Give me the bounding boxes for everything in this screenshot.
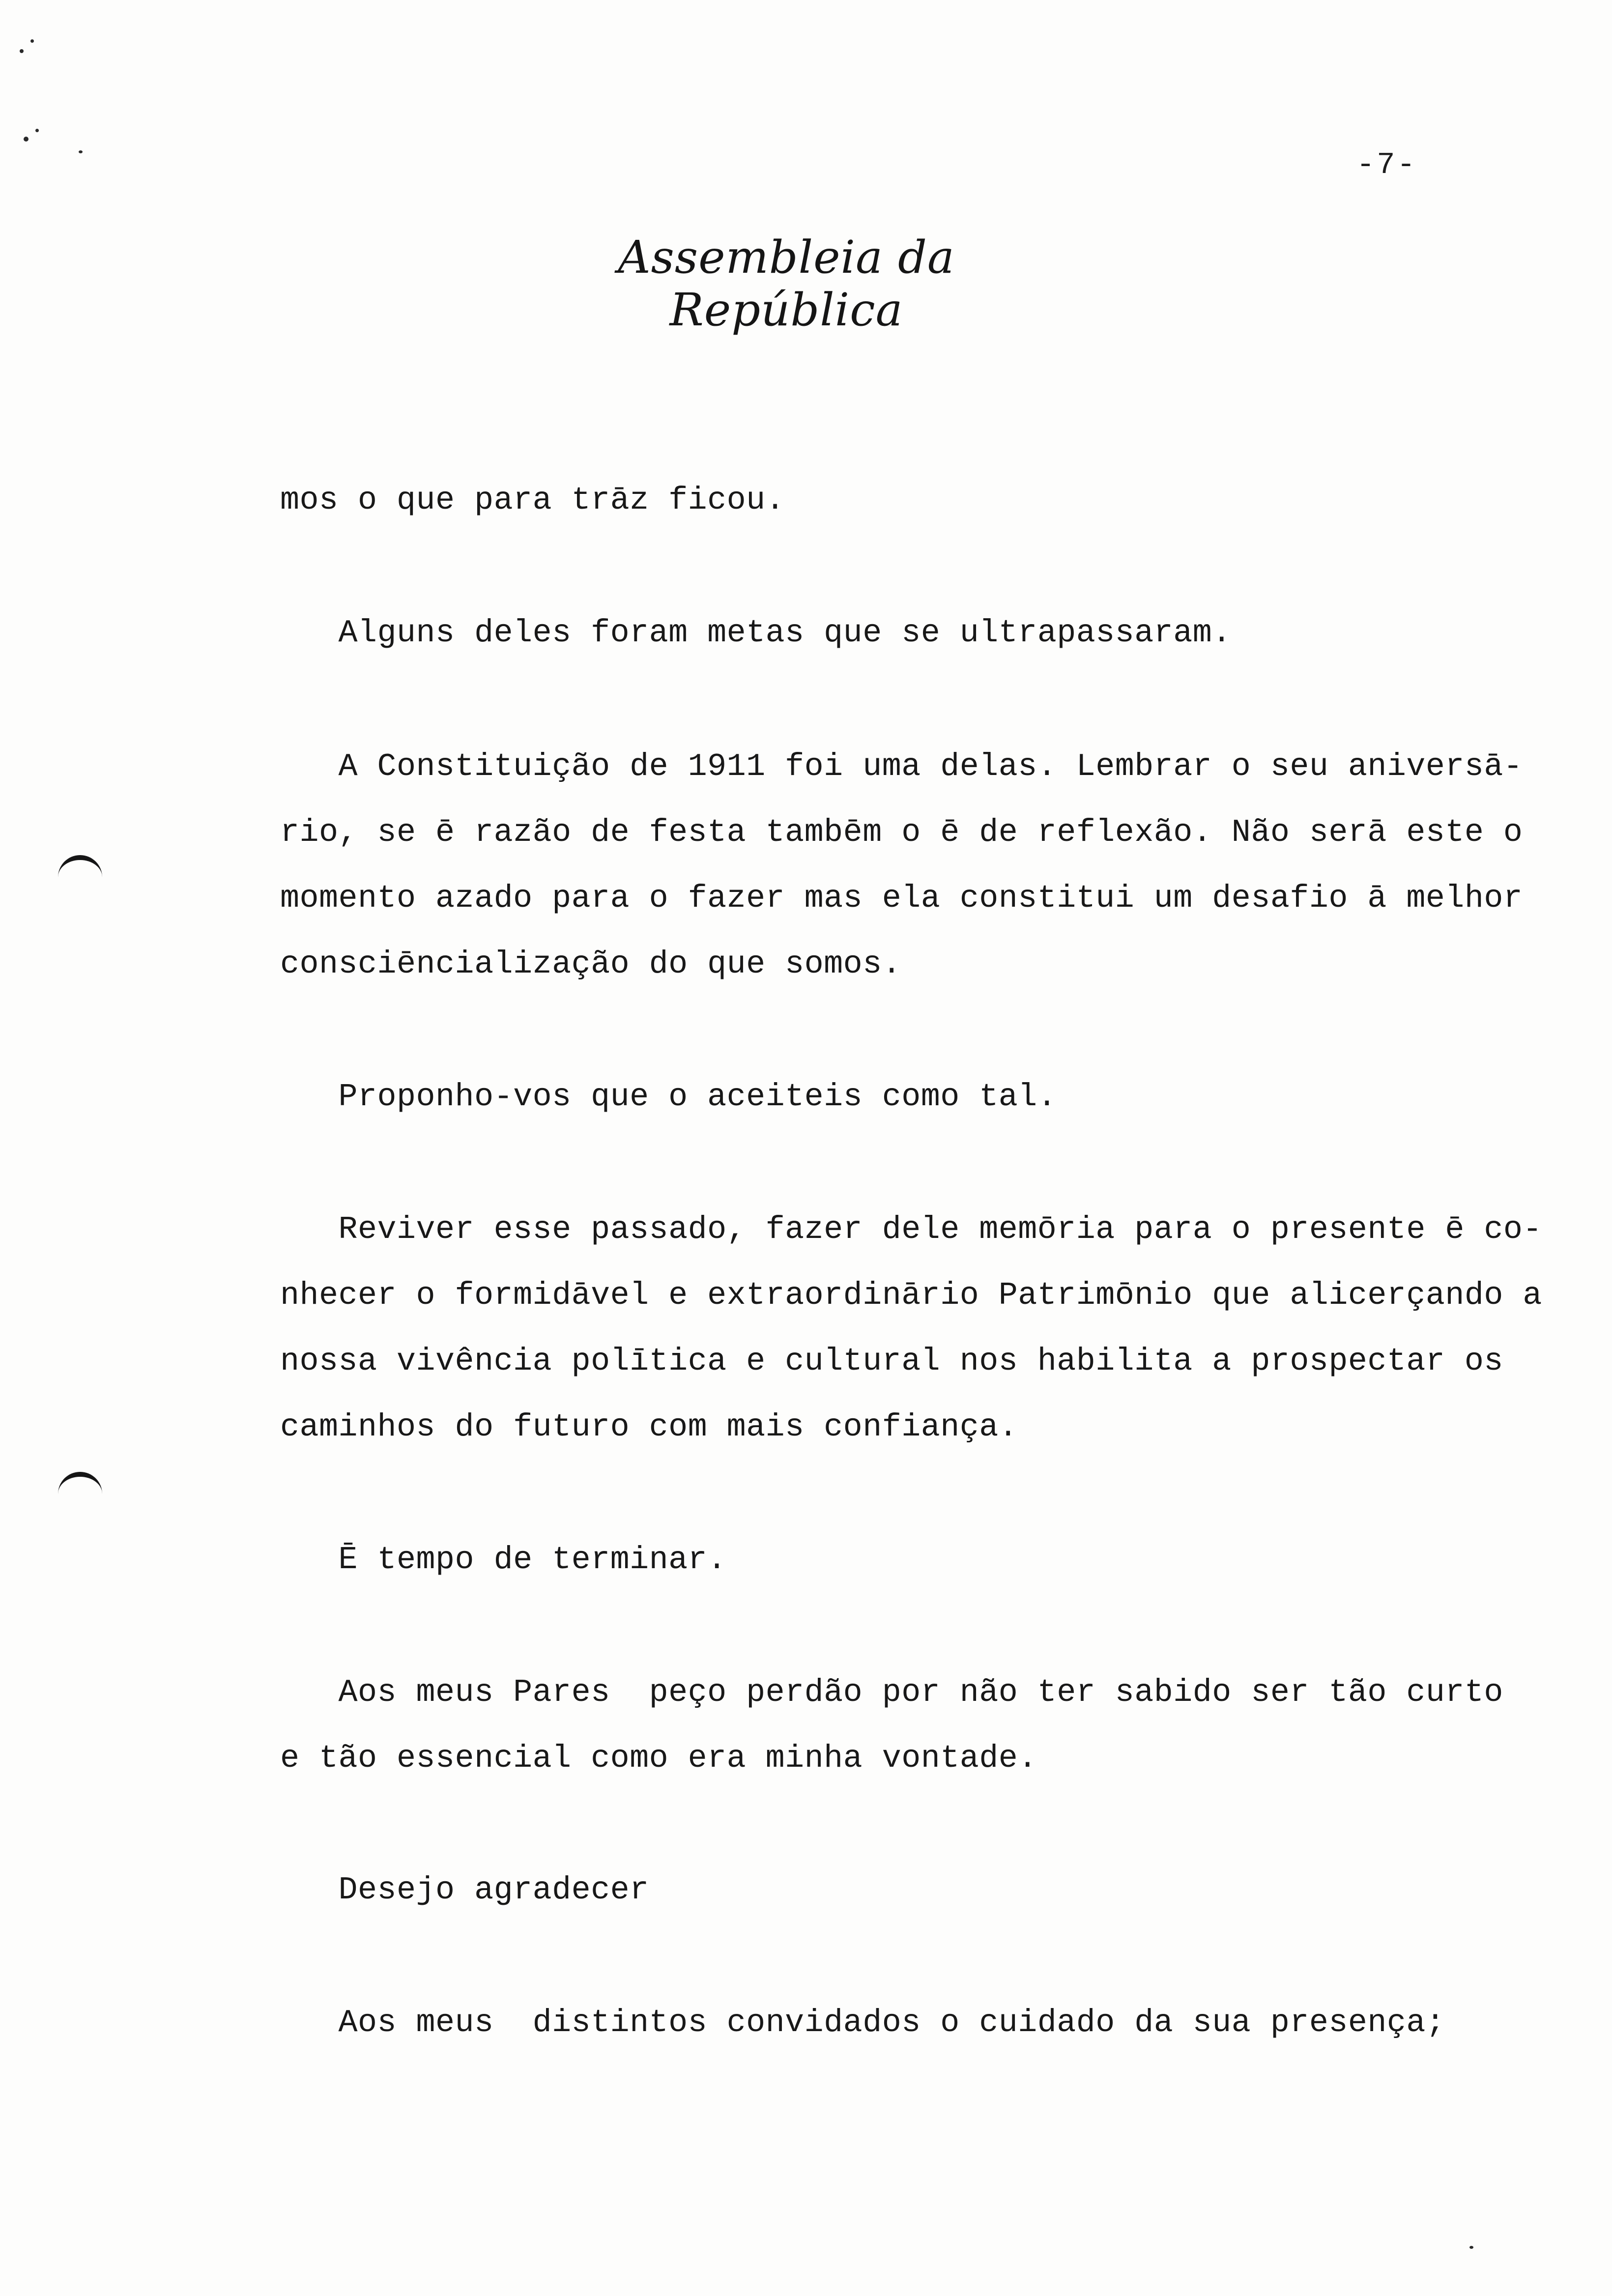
text-line: Aos meus Pares peço perdão por não ter sabido ser tão curto <box>280 1674 1503 1711</box>
text-line: nossa vivência polītica e cultural nos habilita a prospectar os <box>280 1343 1503 1379</box>
text-line: momento azado para o fazer mas ela constitui um desafio ā melhor <box>280 880 1523 917</box>
text-line: Proponho-vos que o aceiteis como tal. <box>280 1079 1057 1115</box>
text-line: Alguns deles foram metas que se ultrapassaram. <box>280 615 1232 651</box>
text-line: A Constituição de 1911 foi uma delas. Lembrar o seu aniversā- <box>280 748 1523 785</box>
text-line: nhecer o formidāvel e extraordinārio Patrimōnio que alicerçando a <box>280 1277 1542 1314</box>
letterhead: Assembleia da República <box>618 231 955 336</box>
text-line: Aos meus distintos convidados o cuidado da sua presença; <box>280 2005 1445 2041</box>
text-line: Ē tempo de terminar. <box>280 1542 727 1578</box>
text-line: consciēncialização do que somos. <box>280 946 902 982</box>
page-number: -7- <box>1356 147 1417 182</box>
text-line: Reviver esse passado, fazer dele memōria para o presente ē co- <box>280 1211 1542 1248</box>
text-line: caminhos do futuro com mais confiança. <box>280 1409 1018 1445</box>
text-line: Desejo agradecer <box>280 1872 649 1908</box>
text-line: e tão essencial como era minha vontade. <box>280 1740 1037 1777</box>
text-line: rio, se ē razão de festa tambēm o ē de reflexão. Não serā este o <box>280 814 1523 851</box>
text-line: mos o que para trāz ficou. <box>280 482 785 518</box>
